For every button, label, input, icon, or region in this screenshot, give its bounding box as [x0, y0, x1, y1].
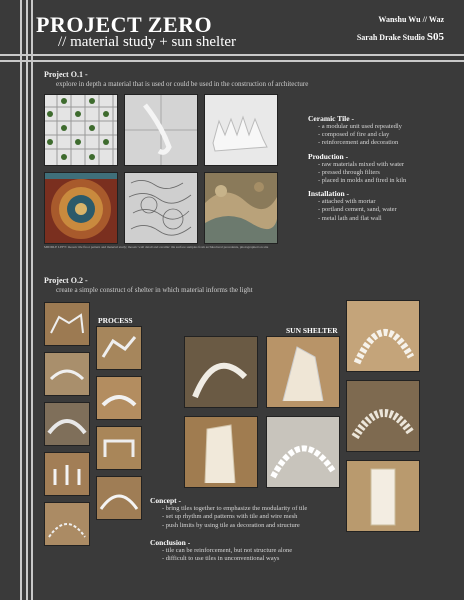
shelter-photo-2: [266, 336, 340, 408]
photo-caption: MIDDLE LEFT: mosaic tile floor pattern and material study; mosaic wall detail and ceramic tile surface samples from architectural precedents, photographed on site: [44, 245, 269, 249]
info-section-ceramic: [308, 114, 458, 148]
project01-title: Project O.1 -: [44, 70, 88, 79]
author-name: Wanshu Wu // Waz: [378, 15, 444, 24]
frame-line-left-2: [26, 0, 28, 600]
conclusion-heading: Conclusion -: [150, 538, 191, 547]
info-item: - a modular unit used repeatedly: [318, 123, 402, 130]
shelter-photo-6: [266, 416, 340, 488]
material-info-column: [308, 114, 458, 223]
page-title: PROJECT ZERO: [36, 12, 213, 37]
process-photo-8: [96, 426, 142, 470]
process-photo-2: [44, 352, 90, 396]
studio-label: [357, 31, 444, 43]
frame-line-left-1: [20, 0, 22, 600]
process-photo-3: [44, 402, 90, 446]
shelter-photo-7: [346, 460, 420, 532]
studio-name: Sarah Drake Studio: [356, 33, 425, 42]
info-heading: Production -: [308, 151, 349, 161]
info-item: - raw materials mixed with water: [318, 160, 405, 168]
photo-mosaic-sketch: [124, 172, 198, 244]
shelter-photo-3: [346, 300, 420, 372]
info-item: - composed of fire and clay: [318, 131, 390, 139]
project02-title: Project O.2 -: [44, 276, 88, 285]
photo-mosaic-wall: [204, 172, 278, 244]
photo-tile-grid-plants: [44, 94, 118, 166]
info-item: - placed in molds and fired in kiln: [318, 177, 407, 185]
project02-description: create a simple construct of shelter in which material informs the light: [56, 286, 253, 294]
info-item: - reinforcement and decoration: [318, 139, 399, 147]
info-item: - attached with mortar: [318, 198, 376, 206]
info-item: - pressed through filters: [318, 168, 380, 176]
studio-code: S05: [426, 31, 444, 43]
info-section-production: [308, 152, 458, 186]
frame-line-left-3: [31, 0, 33, 600]
photo-mosaic-floor: [44, 172, 118, 244]
info-item: - portland cement, sand, water: [318, 206, 397, 214]
photo-tile-relief-model: [204, 94, 278, 166]
conclusion-item: - tile can be reinforcement, but not structure alone: [162, 547, 293, 554]
process-photo-9: [96, 476, 142, 520]
process-photo-5: [44, 502, 90, 546]
page-subtitle: // material study + sun shelter: [58, 34, 237, 50]
frame-line-top-1: [0, 54, 464, 56]
photo-white-tile-drip: [124, 94, 198, 166]
conclusion-block: [150, 538, 350, 564]
concept-item: - bring tiles together to emphasize the modularity of tile: [162, 505, 308, 512]
frame-line-top-2: [0, 60, 464, 62]
info-heading: Installation -: [308, 189, 350, 199]
shelter-photo-4: [346, 380, 420, 452]
concept-item: - set up rhythm and patterns with tile and wire mesh: [162, 513, 298, 521]
info-section-installation: [308, 189, 458, 223]
process-photo-4: [44, 452, 90, 496]
concept-item: - push limits by using tile as decoration and structure: [162, 521, 300, 529]
conclusion-item: - difficult to use tiles in unconventional ways: [162, 555, 280, 563]
shelter-photo-1: [184, 336, 258, 408]
info-item: - metal lath and flat wall: [318, 214, 382, 222]
process-label: PROCESS: [98, 316, 133, 325]
info-heading: Ceramic Tile -: [308, 114, 354, 123]
concept-heading: Concept -: [150, 496, 182, 505]
concept-block: [150, 496, 350, 530]
sun-shelter-label: SUN SHELTER: [286, 326, 338, 335]
process-photo-1: [44, 302, 90, 346]
process-photo-7: [96, 376, 142, 420]
shelter-photo-5: [184, 416, 258, 488]
project01-description: explore in depth a material that is used or could be used in the construction of architecture: [56, 80, 309, 88]
process-photo-6: [96, 326, 142, 370]
